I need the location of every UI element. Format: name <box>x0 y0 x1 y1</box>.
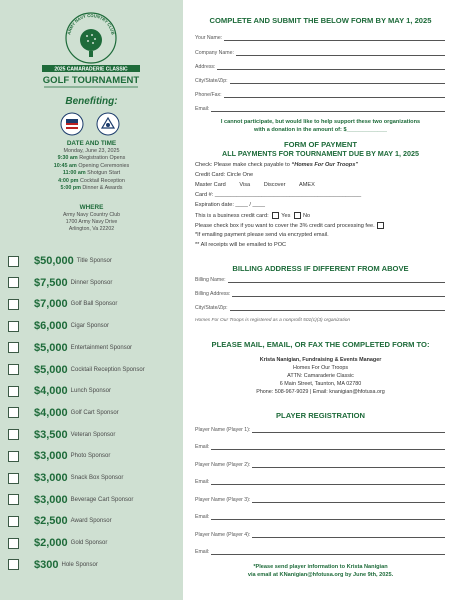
check-line: Check: Please make check payable to “Homes For Our Troops” <box>195 162 359 168</box>
sponsor-option[interactable]: $3,500 Veteran Sponsor <box>8 427 115 443</box>
company-name-field[interactable]: Company Name: <box>195 50 445 56</box>
sponsor-checkbox[interactable] <box>8 451 19 462</box>
sponsor-option[interactable]: $300 Hole Sponsor <box>8 557 98 573</box>
phone-fax-field[interactable]: Phone/Fax: <box>195 92 445 98</box>
sponsor-option[interactable]: $4,000 Lunch Sponsor <box>8 383 111 399</box>
sponsor-checkbox[interactable] <box>8 256 19 267</box>
donation-line-2[interactable]: with a donation in the amount of: $_____________ <box>253 127 388 133</box>
schedule-item-2: 10:45 am Opening Ceremonies <box>53 162 130 169</box>
your-name-field[interactable]: Your Name: <box>195 35 445 41</box>
left-panel <box>0 0 183 600</box>
card-number-field[interactable]: Card #: _______________________________________________ <box>195 192 362 198</box>
billing-city-field[interactable]: City/State/Zip: <box>195 305 445 311</box>
player-registration-heading: PLAYER REGISTRATION <box>275 411 366 420</box>
expiration-field[interactable]: Expiration date: ____ / ____ <box>195 202 265 208</box>
billing-name-field[interactable]: Billing Name: <box>195 277 445 283</box>
where-title: WHERE <box>79 204 104 211</box>
sponsor-checkbox[interactable] <box>8 321 19 332</box>
receipts-note: ** All receipts will be emailed to POC <box>195 242 287 248</box>
sponsor-option[interactable]: $2,000 Gold Sponsor <box>8 535 107 551</box>
schedule-item-1: 9:30 am Registration Opens <box>57 155 126 162</box>
logo-title: GOLF TOURNAMENT <box>42 75 140 86</box>
sponsor-option[interactable]: $6,000 Cigar Sponsor <box>8 318 109 334</box>
schedule-item-5: 5:00 pm Dinner & Awards <box>60 185 123 191</box>
billing-address-field[interactable]: Billing Address: <box>195 291 445 297</box>
contact-address: 6 Main Street, Taunton, MA 02780 <box>279 381 362 387</box>
card-master: Master Card <box>195 182 226 188</box>
schedule-item-3: 11:00 am Shotgun Start <box>62 170 121 177</box>
player-4-name-field[interactable]: Player Name (Player 4): <box>195 532 445 538</box>
logo-arc-text: ARMY NAVY COUNTRY CLUB <box>66 12 116 36</box>
sponsor-option[interactable]: $7,500 Dinner Sponsor <box>8 275 112 291</box>
fee-checkbox[interactable] <box>377 222 384 229</box>
contact-name: Krista Nanigian, Fundraising & Events Manager <box>259 357 382 363</box>
player-2-email-field[interactable]: Email: <box>195 479 445 485</box>
city-state-zip-field[interactable]: City/State/Zip: <box>195 78 445 84</box>
payment-heading: FORM OF PAYMENT <box>284 140 357 149</box>
player-4-email-field[interactable]: Email: <box>195 549 445 555</box>
sponsor-checkbox[interactable] <box>8 473 19 484</box>
organization-seals <box>60 111 122 137</box>
donation-line-1: I cannot participate, but would like to help support these two organizations <box>220 119 421 125</box>
form-panel <box>183 0 458 600</box>
sponsor-checkbox[interactable] <box>8 277 19 288</box>
venue-name: Army Navy Country Club <box>62 212 121 218</box>
card-type-options[interactable] <box>195 182 445 188</box>
no-checkbox[interactable] <box>294 212 301 219</box>
sponsor-checkbox[interactable] <box>8 559 19 570</box>
credit-card-label: Credit Card: Circle One <box>195 172 254 178</box>
sponsor-option[interactable]: $3,000 Photo Sponsor <box>8 448 110 464</box>
player-note-2: via email at KNanigian@hfotusa.org by June 9th, 2025. <box>247 572 394 578</box>
event-date: Monday, June 23, 2025 <box>63 148 120 154</box>
form-heading: COMPLETE AND SUBMIT THE BELOW FORM BY MAY 1, 2025 <box>209 16 432 25</box>
contact-org: Homes For Our Troops <box>292 365 349 371</box>
sponsor-option[interactable]: $4,000 Golf Cart Sponsor <box>8 405 119 421</box>
sponsor-checkbox[interactable] <box>8 342 19 353</box>
sponsor-option[interactable]: $7,000 Golf Ball Sponsor <box>8 296 117 312</box>
sponsor-checkbox[interactable] <box>8 429 19 440</box>
player-3-name-field[interactable]: Player Name (Player 3): <box>195 497 445 503</box>
mail-heading: PLEASE MAIL, EMAIL, OR FAX THE COMPLETED FORM TO: <box>211 340 430 349</box>
golf-tournament-logo <box>36 8 146 94</box>
sponsor-checkbox[interactable] <box>8 364 19 375</box>
nonprofit-note: Homes For Our Troops is registered as a nonprofit 501(c)(3) organization <box>195 318 351 323</box>
sponsor-checkbox[interactable] <box>8 494 19 505</box>
sponsor-checkbox[interactable] <box>8 386 19 397</box>
sponsor-option[interactable]: $50,000 Title Sponsor <box>8 253 112 269</box>
venue-street: 1700 Army Navy Drive <box>65 219 118 225</box>
schedule-item-4: 4:00 pm Cocktail Reception <box>58 177 125 184</box>
contact-phone-email: Phone: 508-967-9029 | Email: knanigian@hfotusa.org <box>256 389 385 395</box>
player-1-email-field[interactable]: Email: <box>195 444 445 450</box>
encrypted-email-note: *If emailing payment please send via encrypted email. <box>195 232 329 238</box>
email-field[interactable]: Email: <box>195 106 445 112</box>
benefiting-label: Benefiting: <box>65 96 118 107</box>
player-2-name-field[interactable]: Player Name (Player 2): <box>195 462 445 468</box>
sponsor-option[interactable]: $5,000 Entertainment Sponsor <box>8 340 132 356</box>
player-note-1: *Please send player information to Krista Nanigian <box>253 564 388 570</box>
sponsor-option[interactable]: $2,500 Award Sponsor <box>8 513 112 529</box>
date-time-title: DATE AND TIME <box>66 140 117 147</box>
venue-city: Arlington, Va 22202 <box>68 226 115 232</box>
hfot-seal-icon <box>61 113 83 135</box>
address-field[interactable]: Address: <box>195 64 445 70</box>
sponsor-checkbox[interactable] <box>8 407 19 418</box>
player-1-name-field[interactable]: Player Name (Player 1): <box>195 427 445 433</box>
sponsor-checkbox[interactable] <box>8 538 19 549</box>
processing-fee-line: Please check box if you want to cover the 3% credit card processing fee. <box>195 222 386 229</box>
sponsor-checkbox[interactable] <box>8 299 19 310</box>
sponsor-option[interactable]: $3,000 Beverage Cart Sponsor <box>8 492 133 508</box>
contact-attn: ATTN: Camaraderie Classic <box>287 373 354 379</box>
card-visa: Visa <box>239 182 251 188</box>
sponsor-option[interactable]: $5,000 Cocktail Reception Sponsor <box>8 362 145 378</box>
card-discover: Discover <box>263 182 286 188</box>
card-amex: AMEX <box>299 182 315 188</box>
business-card-line: This is a business credit card: Yes No <box>195 212 311 219</box>
billing-heading: BILLING ADDRESS IF DIFFERENT FROM ABOVE <box>232 264 409 273</box>
logo-banner-text: 2025 CAMARADERIE CLASSIC <box>54 66 128 73</box>
sponsor-option[interactable]: $3,000 Snack Box Sponsor <box>8 470 123 486</box>
player-3-email-field[interactable]: Email: <box>195 514 445 520</box>
anf-seal-icon <box>97 113 119 135</box>
payment-due-heading: ALL PAYMENTS FOR TOURNAMENT DUE BY MAY 1, 2025 <box>222 149 419 158</box>
yes-checkbox[interactable] <box>272 212 279 219</box>
sponsor-checkbox[interactable] <box>8 516 19 527</box>
